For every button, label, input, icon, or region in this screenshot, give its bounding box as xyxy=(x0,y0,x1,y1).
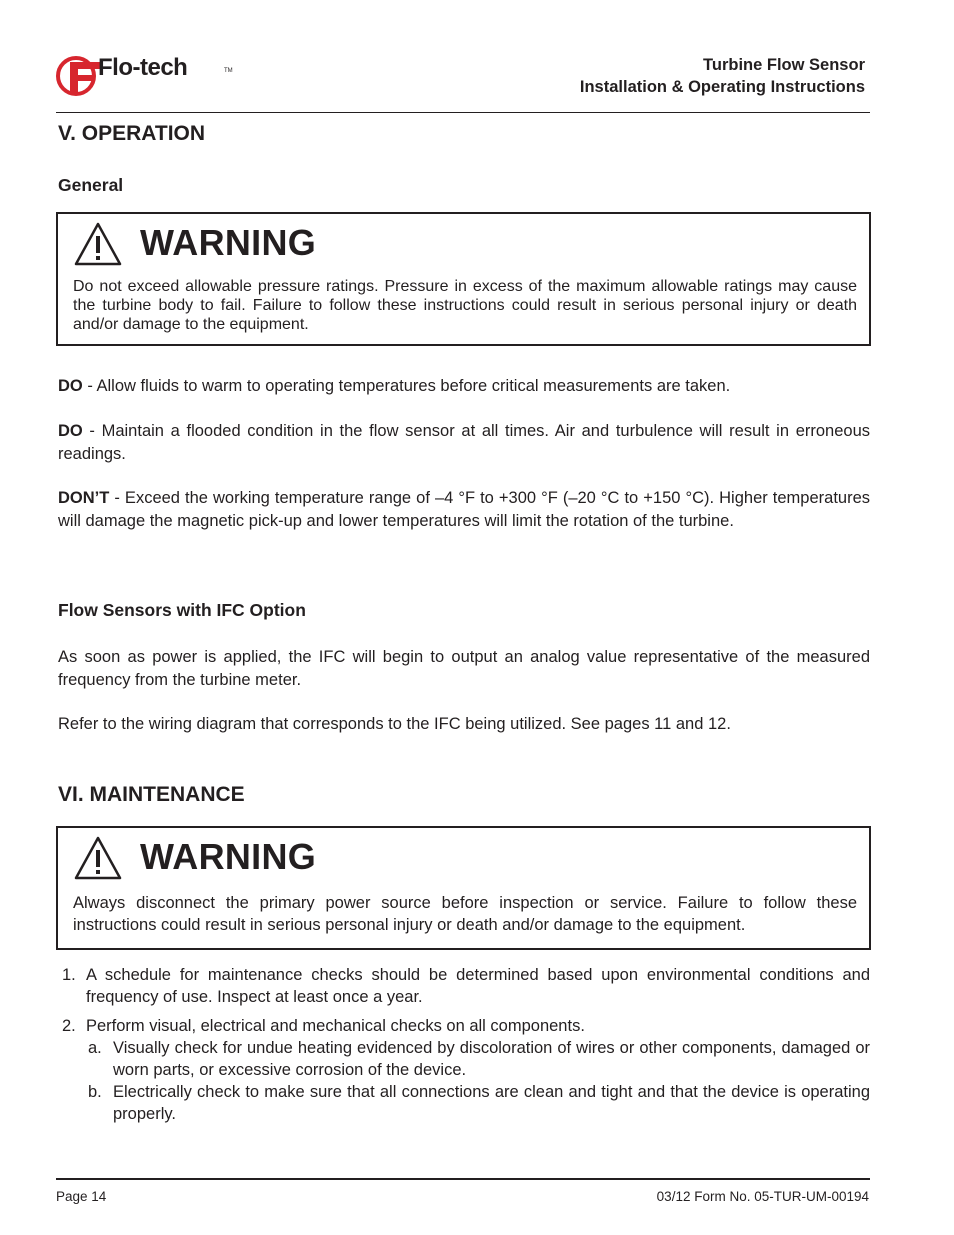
sub-list-item-text: Visually check for undue heating evidenced by discoloration of wires or other components, damaged or worn parts, or excessive corrosion of the device. xyxy=(113,1039,870,1079)
list-item xyxy=(58,1015,870,1037)
form-number: 03/12 Form No. 05-TUR-UM-00194 xyxy=(656,1189,869,1204)
subheading-general: General xyxy=(58,175,124,195)
list-item-number: 2. xyxy=(62,1017,76,1035)
document-title-line1: Turbine Flow Sensor xyxy=(703,56,865,74)
do-label: DO xyxy=(58,422,83,440)
document-title-line2: Installation & Operating Instructions xyxy=(579,78,865,96)
warning-text: Do not exceed allowable pressure ratings. Pressure in excess of the maximum allowable ratings may cause the turbine body to fail. Failure to follow these instructions could result in serious personal injury or death and/or damage to the equipment. xyxy=(73,278,857,333)
trademark: TM xyxy=(224,68,233,74)
do-text: - Allow fluids to warm to operating temperatures before critical measurements are taken. xyxy=(82,377,731,395)
maintenance-list xyxy=(58,964,870,1125)
do-instruction-1 xyxy=(58,375,870,398)
dont-text: - Exceed the working temperature range of –4 °F to +300 °F (–20 °C to +150 °C). Higher temperatures will damage the magnetic pick-up and lower temperatures will limit the rotation of the turbine. xyxy=(58,489,870,530)
warning-title: WARNING xyxy=(140,222,317,263)
sub-list-item-letter: a. xyxy=(88,1039,102,1057)
list-item xyxy=(58,964,870,1008)
flo-tech-logo xyxy=(56,54,246,98)
do-text: - Maintain a flooded condition in the flow sensor at all times. Air and turbulence will result in erroneous readings. xyxy=(58,422,870,463)
ifc-paragraph-1: As soon as power is applied, the IFC will begin to output an analog value representative of the measured frequency from the turbine meter. xyxy=(58,648,870,689)
list-item-text: Perform visual, electrical and mechanical checks on all components. xyxy=(86,1017,585,1035)
warning-triangle-icon xyxy=(74,222,122,266)
header-divider xyxy=(56,112,870,113)
warning-triangle-icon xyxy=(74,836,122,880)
warning-box-power xyxy=(56,826,871,950)
list-item-number: 1. xyxy=(62,966,76,984)
flo-tech-logo-icon xyxy=(56,54,102,98)
do-label: DO xyxy=(58,377,83,395)
do-instruction-2 xyxy=(58,420,870,465)
dont-label: DON’T xyxy=(58,489,110,507)
warning-title: WARNING xyxy=(140,836,317,877)
footer-divider xyxy=(56,1178,870,1180)
section-heading-operation: V. OPERATION xyxy=(58,122,206,145)
section-heading-maintenance: VI. MAINTENANCE xyxy=(58,783,245,806)
subheading-ifc-option: Flow Sensors with IFC Option xyxy=(58,600,306,620)
sub-list-item xyxy=(58,1037,870,1081)
sub-list-item-letter: b. xyxy=(88,1083,102,1101)
brand-name: Flo-tech xyxy=(98,54,188,81)
sub-list-item xyxy=(58,1081,870,1125)
document-title xyxy=(580,54,865,98)
list-item-text: A schedule for maintenance checks should be determined based upon environmental conditions and frequency of use. Inspect at least once a year. xyxy=(86,966,870,1006)
warning-box-pressure xyxy=(56,212,871,346)
sub-list-item-text: Electrically check to make sure that all connections are clean and tight and that the device is operating properly. xyxy=(113,1083,870,1123)
dont-instruction xyxy=(58,487,870,532)
page-number: Page 14 xyxy=(56,1189,107,1204)
ifc-paragraph-2: Refer to the wiring diagram that corresponds to the IFC being utilized. See pages 11 and 12. xyxy=(58,715,731,733)
warning-text: Always disconnect the primary power source before inspection or service. Failure to follow these instructions could result in serious personal injury or death and/or damage to the equipment. xyxy=(73,894,857,934)
